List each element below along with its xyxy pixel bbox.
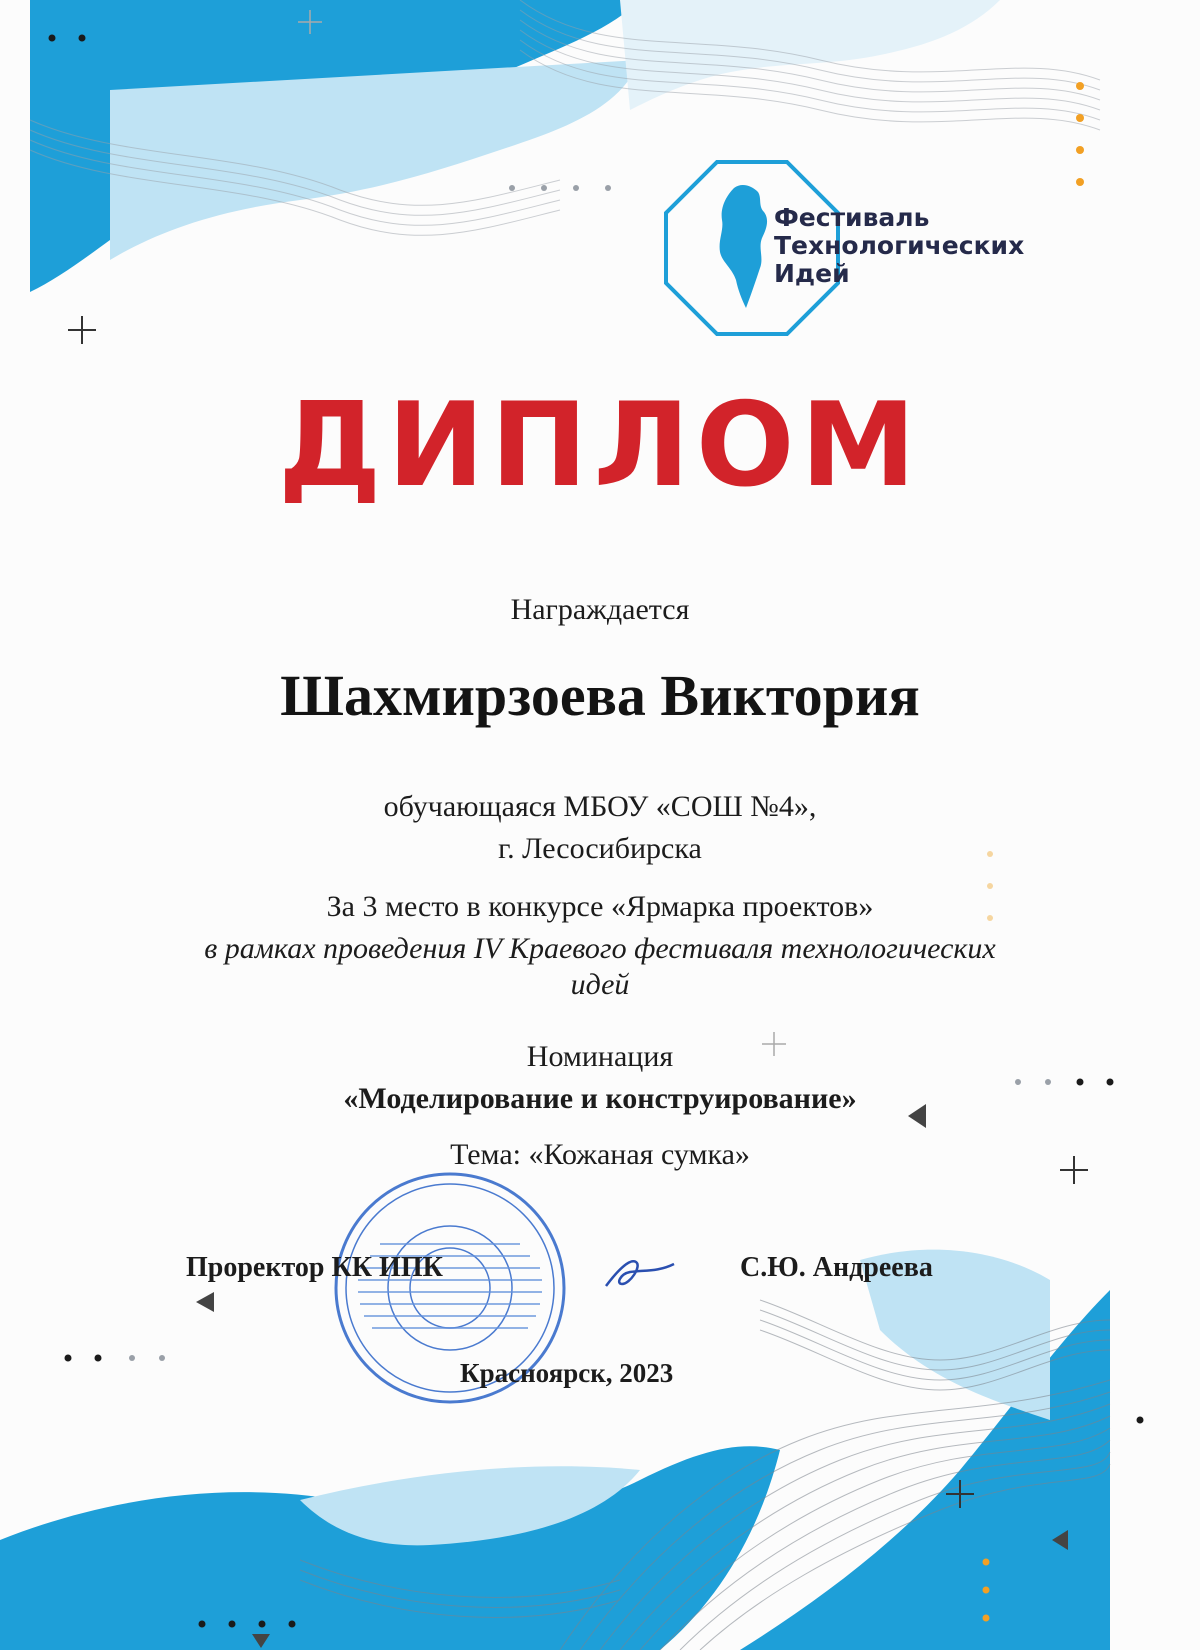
recipient-name: Шахмирзоева Виктория	[280, 663, 920, 728]
diploma-title: ДИПЛОМ	[278, 378, 922, 513]
signer-position: Проректор КК ИПК	[186, 1252, 443, 1283]
framework-line-1: в рамках проведения IV Краевого фестиваля технологических	[204, 932, 996, 965]
signer-name: С.Ю. Андреева	[740, 1252, 933, 1283]
theme-line: Тема: «Кожаная сумка»	[450, 1138, 750, 1171]
place-line: За 3 место в конкурсе «Ярмарка проектов»	[326, 890, 874, 923]
awarded-label: Награждается	[510, 593, 690, 626]
nomination-label: Номинация	[526, 1040, 674, 1073]
nomination-value: «Моделирование и конструирование»	[343, 1082, 857, 1115]
school-line: обучающаяся МБОУ «СОШ №4»,	[383, 790, 817, 823]
logo-text	[774, 204, 1024, 288]
city-line: г. Лесосибирска	[498, 832, 702, 865]
handwritten-signature	[600, 1250, 680, 1294]
festival-logo	[662, 158, 1025, 338]
city-year: Красноярск, 2023	[460, 1358, 674, 1388]
logo-line-3: Идей	[774, 259, 850, 288]
logo-line-1: Фестиваль	[774, 203, 930, 232]
logo-line-2: Технологических	[774, 231, 1025, 260]
framework-line-2: идей	[570, 968, 630, 1001]
